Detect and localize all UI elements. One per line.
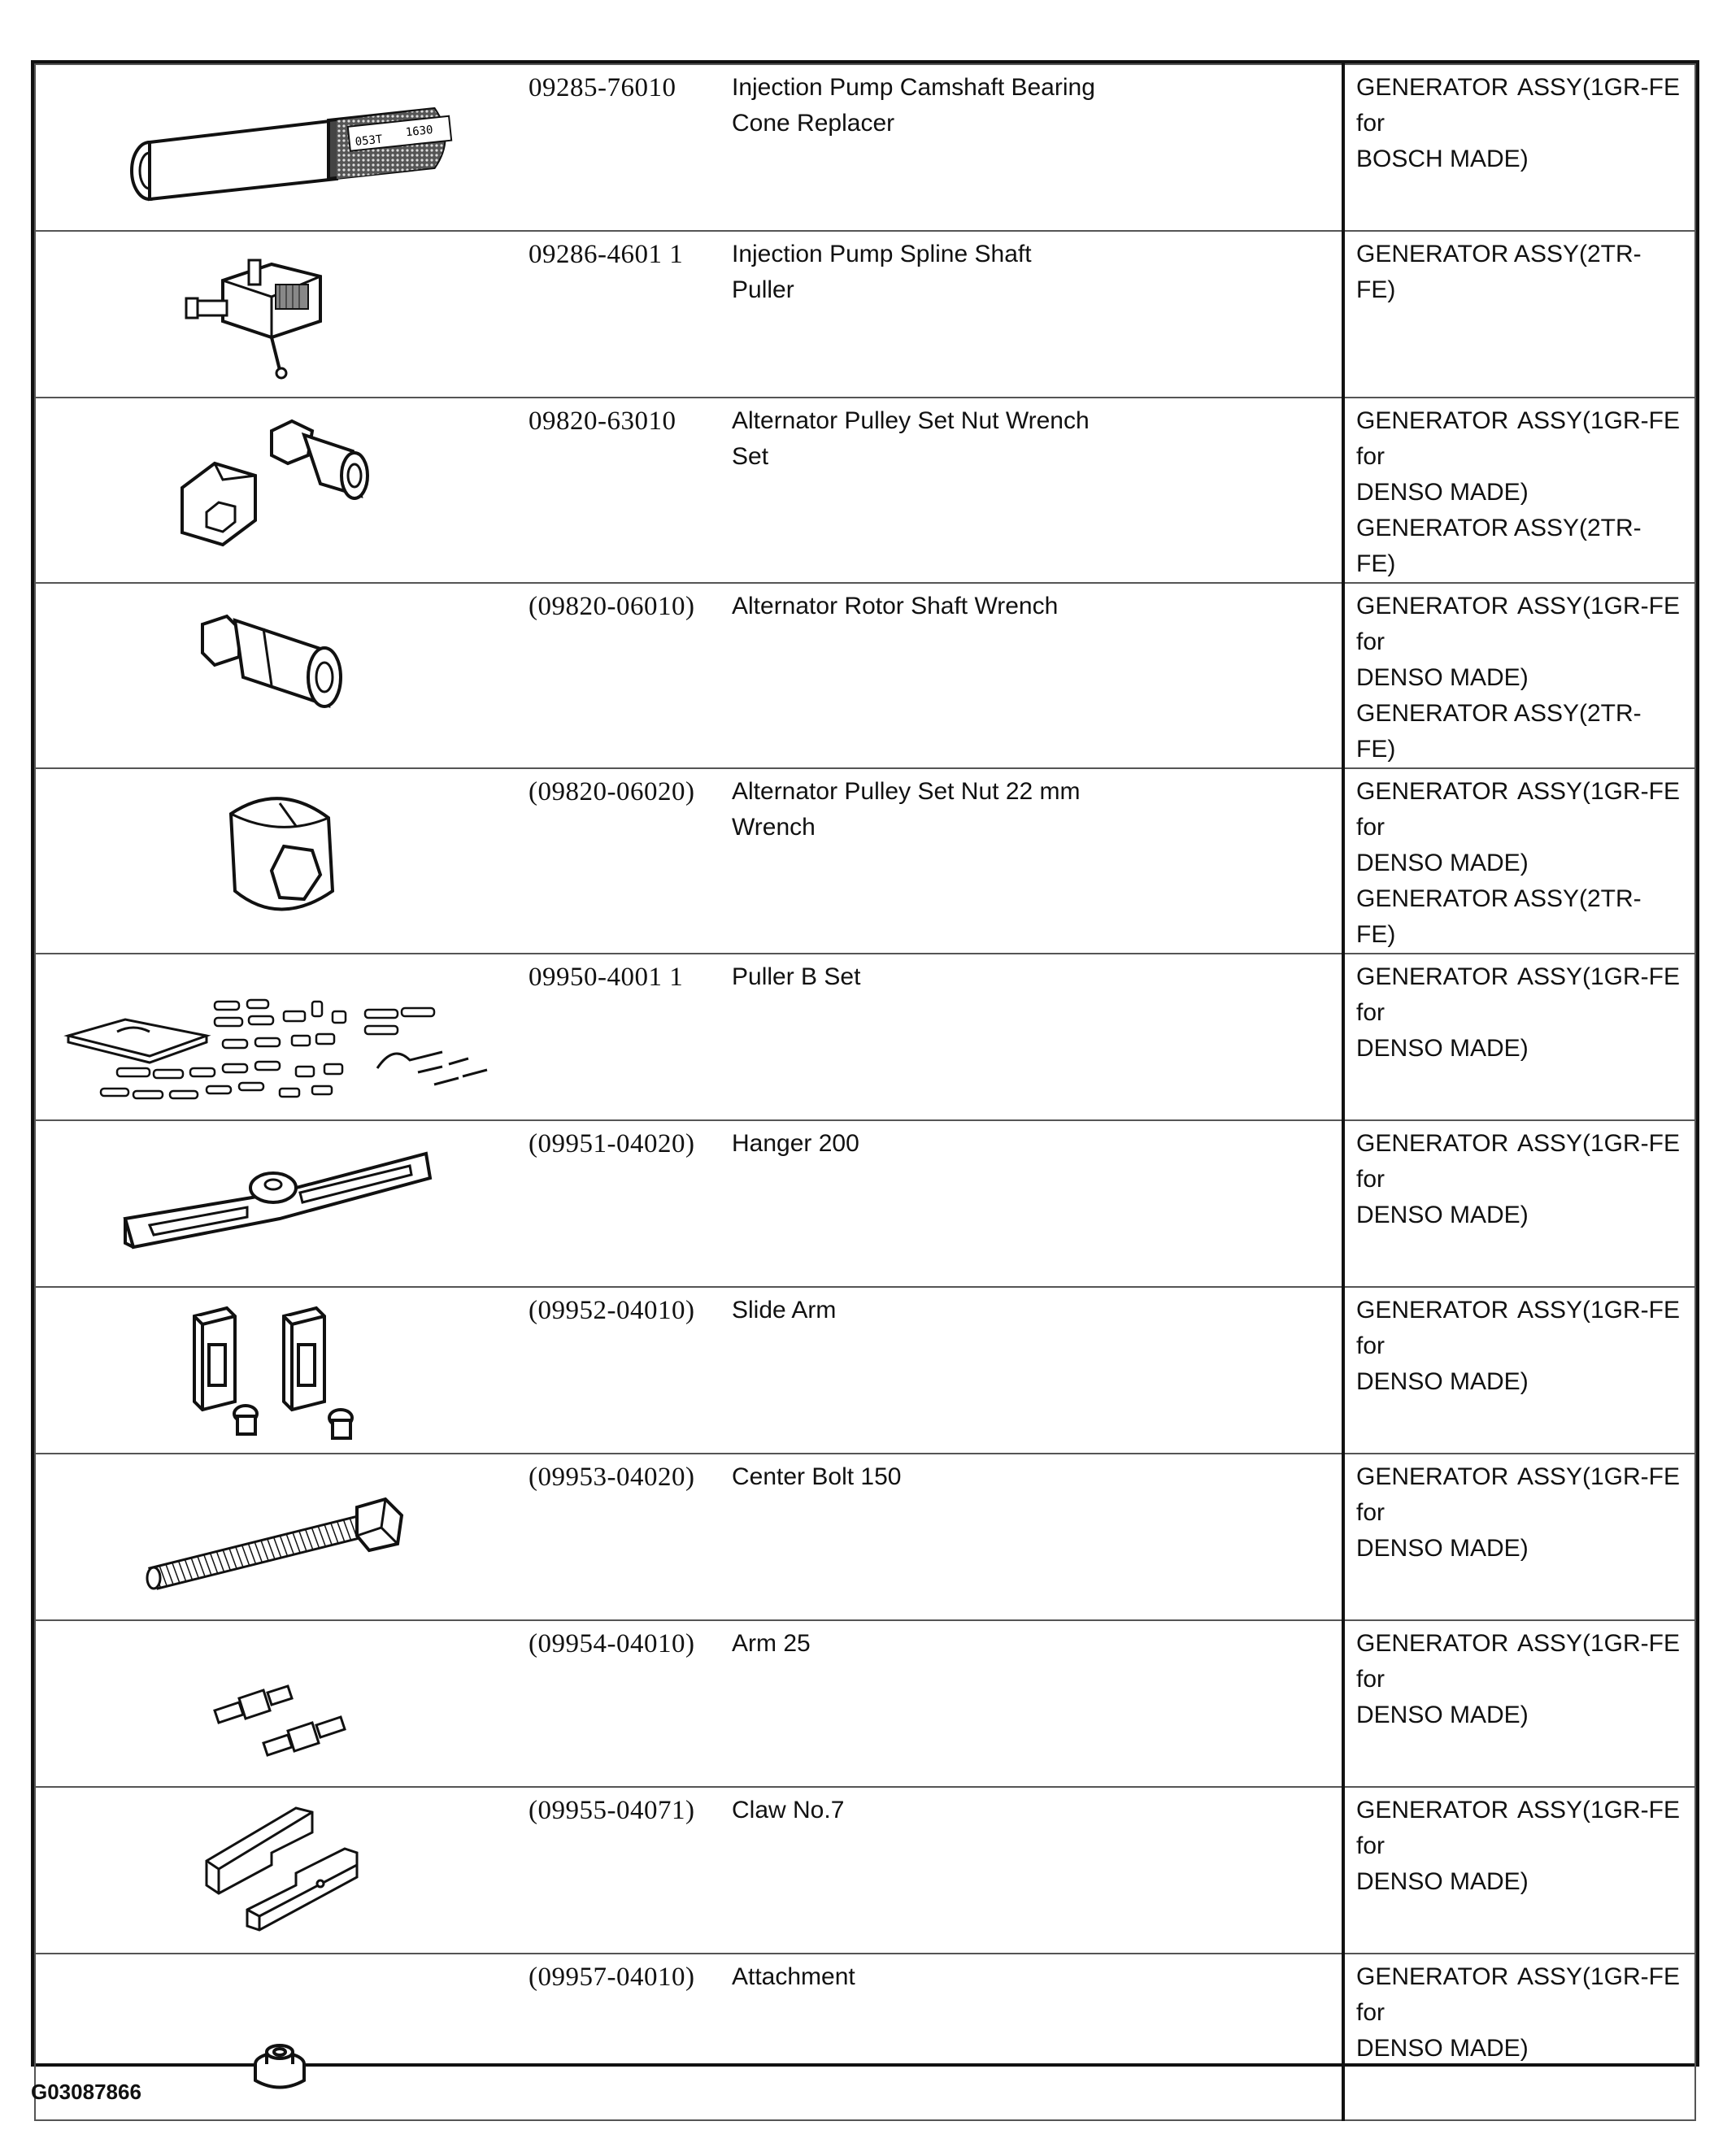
part-number: (09957-04010)	[524, 1954, 724, 2120]
tool-illustration-cell	[35, 1454, 524, 1620]
assembly-line: DENSO MADE)	[1356, 1535, 1529, 1562]
assembly-line: GENERATOR ASSY(2TR-FE)	[1356, 515, 1642, 577]
tool-name	[724, 398, 1343, 583]
tool-illustration-cell	[35, 1620, 524, 1787]
tool-illustration-cell	[35, 231, 524, 398]
tool-name	[724, 1287, 1343, 1454]
tool-name	[724, 583, 1343, 768]
table-row	[35, 1787, 1695, 1954]
tool-name-line: Puller	[732, 276, 794, 303]
special-service-tools-table	[31, 60, 1699, 2067]
tool-name-line: Wrench	[732, 814, 816, 841]
assembly-line: DENSO MADE)	[1356, 850, 1529, 876]
tool-name-line: Set	[732, 443, 769, 470]
assembly-line: DENSO MADE)	[1356, 1035, 1529, 1062]
tool-illustration-cell	[35, 954, 524, 1120]
assembly-line: GENERATOR ASSY(1GR-FE for	[1356, 778, 1680, 841]
socket-22mm-icon	[158, 769, 402, 932]
tool-illustration-cell	[35, 768, 524, 954]
part-number: (09820-06020)	[524, 768, 724, 954]
attachment-icon	[158, 1954, 402, 2117]
table-row	[35, 64, 1695, 231]
assembly-line: GENERATOR ASSY(1GR-FE for	[1356, 963, 1680, 1026]
table-row	[35, 231, 1695, 398]
assembly-line: GENERATOR ASSY(2TR-FE)	[1356, 885, 1642, 948]
table-row	[35, 583, 1695, 768]
assembly-line: DENSO MADE)	[1356, 1868, 1529, 1895]
part-number: (09952-04010)	[524, 1287, 724, 1454]
table-row	[35, 1954, 1695, 2120]
tool-name	[724, 1120, 1343, 1287]
applicable-assembly	[1343, 64, 1695, 231]
assembly-line: DENSO MADE)	[1356, 1368, 1529, 1395]
assembly-line: GENERATOR ASSY(1GR-FE for	[1356, 1797, 1680, 1859]
rotor-shaft-wrench-icon	[158, 584, 402, 746]
figure-code: G03087866	[31, 2080, 141, 2104]
applicable-assembly	[1343, 954, 1695, 1120]
tool-name-line: Cone Replacer	[732, 110, 895, 137]
tool-name-line: Alternator Pulley Set Nut Wrench	[732, 407, 1090, 434]
tool-name	[724, 1787, 1343, 1954]
tool-name	[724, 1454, 1343, 1620]
tool-illustration-cell	[35, 583, 524, 768]
tool-name-line: Center Bolt 150	[732, 1463, 902, 1490]
table-row	[35, 398, 1695, 583]
tool-name-line: Claw No.7	[732, 1797, 845, 1823]
applicable-assembly	[1343, 1620, 1695, 1787]
table-row	[35, 1620, 1695, 1787]
assembly-line: GENERATOR ASSY(1GR-FE for	[1356, 1130, 1680, 1193]
tool-name	[724, 64, 1343, 231]
table-row	[35, 1287, 1695, 1454]
puller-set-icon	[52, 954, 507, 1117]
tool-name-line: Alternator Pulley Set Nut 22 mm	[732, 778, 1081, 805]
tool-name-line: Arm 25	[732, 1630, 811, 1657]
tool-name-line: Alternator Rotor Shaft Wrench	[732, 593, 1059, 619]
applicable-assembly	[1343, 1120, 1695, 1287]
assembly-line: DENSO MADE)	[1356, 1202, 1529, 1228]
table-row	[35, 1454, 1695, 1620]
part-number: 09820-63010	[524, 398, 724, 583]
tool-illustration-cell	[35, 1287, 524, 1454]
claw-icon	[158, 1788, 402, 1950]
assembly-line: GENERATOR ASSY(2TR-FE)	[1356, 700, 1642, 763]
assembly-line: DENSO MADE)	[1356, 664, 1529, 691]
assembly-line: GENERATOR ASSY(1GR-FE for	[1356, 74, 1680, 137]
tool-name-line: Attachment	[732, 1963, 855, 1990]
part-number: 09286-4601 1	[524, 231, 724, 398]
slide-arm-icon	[158, 1288, 402, 1450]
assembly-line: GENERATOR ASSY(1GR-FE for	[1356, 407, 1680, 470]
table-row	[35, 954, 1695, 1120]
tool-name	[724, 231, 1343, 398]
tool-name-line: Injection Pump Camshaft Bearing	[732, 74, 1095, 101]
assembly-line: DENSO MADE)	[1356, 2035, 1529, 2062]
part-number: (09953-04020)	[524, 1454, 724, 1620]
center-bolt-icon	[125, 1454, 434, 1617]
assembly-line: DENSO MADE)	[1356, 479, 1529, 506]
applicable-assembly	[1343, 768, 1695, 954]
part-number: (09955-04071)	[524, 1787, 724, 1954]
tool-illustration-cell	[35, 1120, 524, 1287]
assembly-line: GENERATOR ASSY(1GR-FE for	[1356, 1630, 1680, 1693]
spline-shaft-puller-icon	[158, 232, 402, 394]
tool-name	[724, 954, 1343, 1120]
applicable-assembly	[1343, 1287, 1695, 1454]
assembly-line: GENERATOR ASSY(1GR-FE for	[1356, 593, 1680, 655]
part-number: (09954-04010)	[524, 1620, 724, 1787]
tool-name	[724, 768, 1343, 954]
tool-marking-2: 1630	[405, 123, 434, 140]
tool-illustration-cell	[35, 398, 524, 583]
tool-illustration-cell	[35, 64, 524, 231]
tool-name	[724, 1620, 1343, 1787]
applicable-assembly	[1343, 1454, 1695, 1620]
hanger-icon	[109, 1121, 450, 1284]
arm-icon	[158, 1621, 402, 1784]
cone-replacer-icon	[93, 65, 467, 228]
applicable-assembly	[1343, 398, 1695, 583]
part-number: 09285-76010	[524, 64, 724, 231]
assembly-line: GENERATOR ASSY(1GR-FE for	[1356, 1463, 1680, 1526]
tool-marking-1: 053T	[354, 133, 384, 149]
assembly-line: BOSCH MADE)	[1356, 146, 1529, 172]
tool-name-line: Puller B Set	[732, 963, 861, 990]
table-row	[35, 1120, 1695, 1287]
applicable-assembly	[1343, 231, 1695, 398]
tool-name-line: Hanger 200	[732, 1130, 859, 1157]
applicable-assembly	[1343, 583, 1695, 768]
assembly-line: GENERATOR ASSY(1GR-FE for	[1356, 1963, 1680, 2026]
table-row	[35, 768, 1695, 954]
part-number: (09820-06010)	[524, 583, 724, 768]
part-number: (09951-04020)	[524, 1120, 724, 1287]
wrench-set-icon	[150, 398, 410, 561]
tool-name-line: Injection Pump Spline Shaft	[732, 241, 1032, 267]
applicable-assembly	[1343, 1787, 1695, 1954]
tool-illustration-cell	[35, 1787, 524, 1954]
tool-name	[724, 1954, 1343, 2120]
applicable-assembly	[1343, 1954, 1695, 2120]
part-number: 09950-4001 1	[524, 954, 724, 1120]
tool-name-line: Slide Arm	[732, 1297, 837, 1324]
assembly-line: GENERATOR ASSY(1GR-FE for	[1356, 1297, 1680, 1359]
assembly-line: DENSO MADE)	[1356, 1702, 1529, 1728]
assembly-line: GENERATOR ASSY(2TR-FE)	[1356, 241, 1642, 303]
